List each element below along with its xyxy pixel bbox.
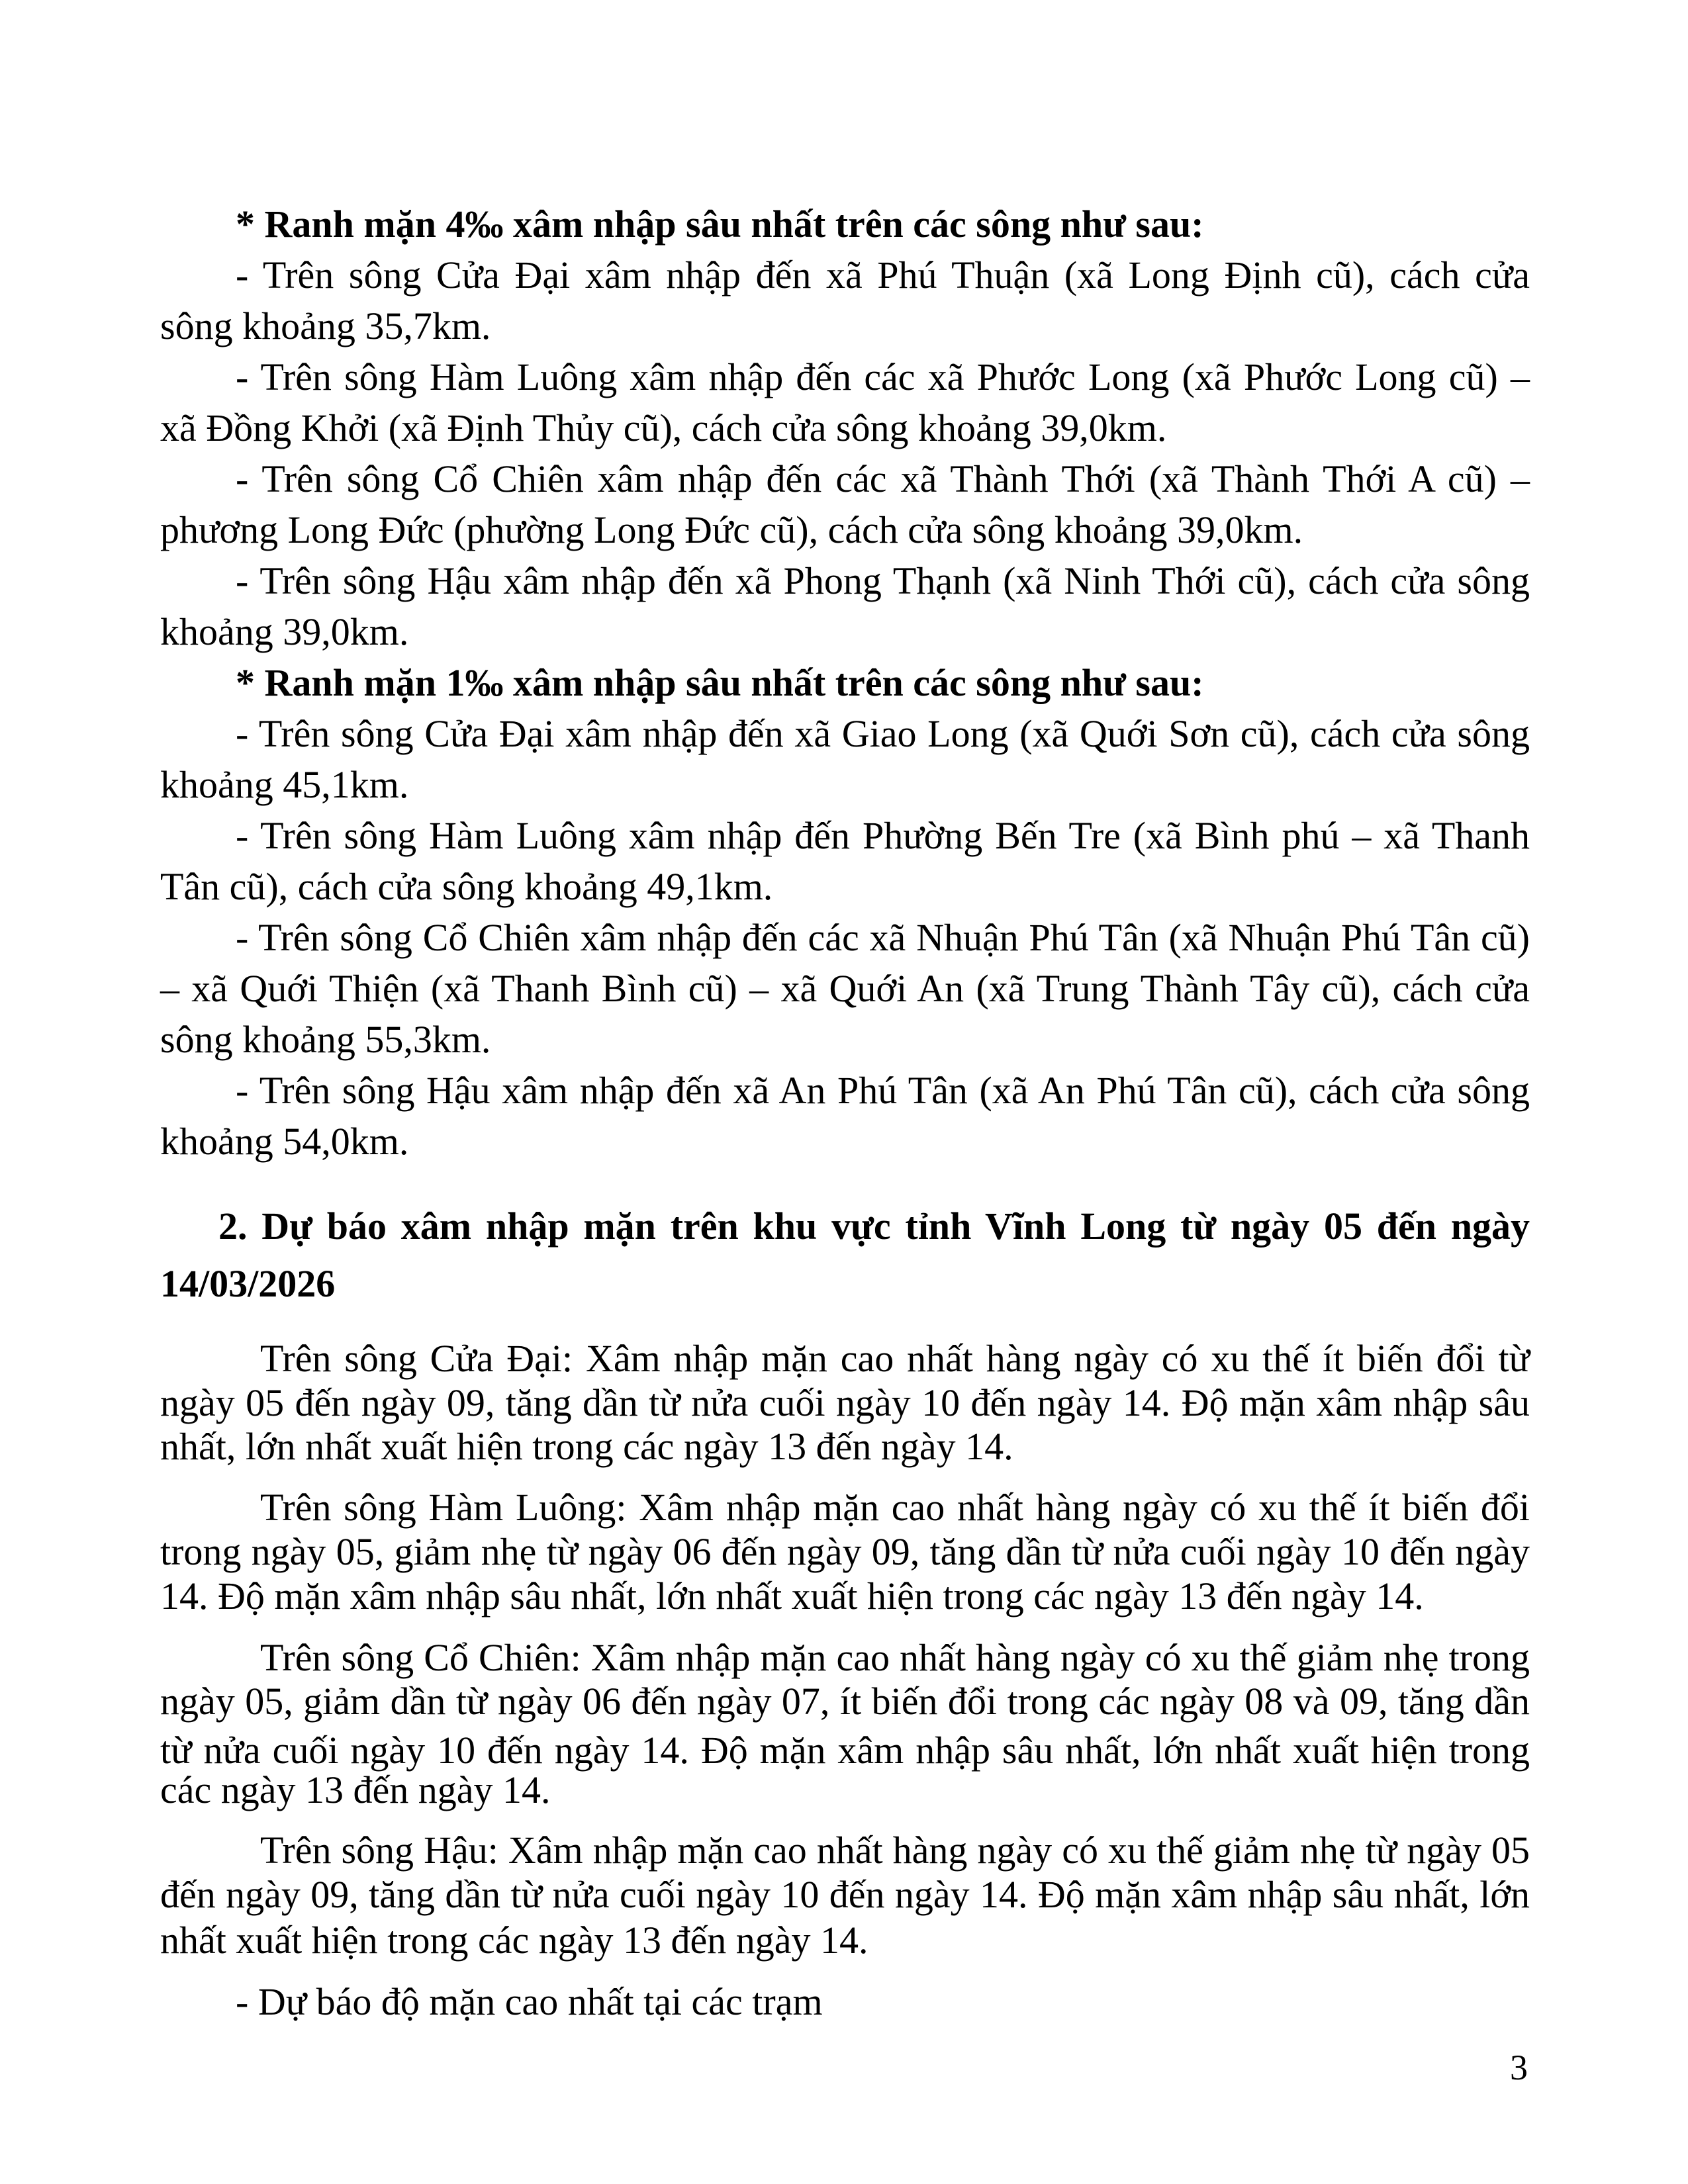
salinity-4-item-hau-line-2: khoảng 39,0km. <box>160 610 409 653</box>
forecast-co-chien-line-3: từ nửa cuối ngày 10 đến ngày 14. Độ mặn xâm nhập sâu nhất, lớn nhất xuất hiện trong <box>160 1729 1530 1772</box>
forecast-ham-luong-line-1: Trên sông Hàm Luông: Xâm nhập mặn cao nhất hàng ngày có xu thế ít biến đổi <box>260 1486 1530 1529</box>
forecast-co-chien-line-1: Trên sông Cổ Chiên: Xâm nhập mặn cao nhất hàng ngày có xu thế giảm nhẹ trong <box>260 1636 1530 1679</box>
salinity-1-item-ham-luong-line-1: - Trên sông Hàm Luông xâm nhập đến Phường Bến Tre (xã Bình phú – xã Thanh <box>236 814 1530 857</box>
forecast-cua-dai-line-3: nhất, lớn nhất xuất hiện trong các ngày 13 đến ngày 14. <box>160 1425 1013 1468</box>
forecast-ham-luong-line-2: trong ngày 05, giảm nhẹ từ ngày 06 đến ngày 09, tăng dần từ nửa cuối ngày 10 đến ngày <box>160 1530 1530 1573</box>
page-number: 3 <box>1510 2048 1528 2087</box>
forecast-cua-dai-line-1: Trên sông Cửa Đại: Xâm nhập mặn cao nhất hàng ngày có xu thế ít biến đổi từ <box>260 1337 1530 1380</box>
salinity-1-item-co-chien-line-1: - Trên sông Cổ Chiên xâm nhập đến các xã Nhuận Phú Tân (xã Nhuận Phú Tân cũ) <box>236 916 1530 959</box>
salinity-1-item-cua-dai-line-1: - Trên sông Cửa Đại xâm nhập đến xã Giao Long (xã Quới Sơn cũ), cách cửa sông <box>236 712 1530 755</box>
section-2-heading-line-2: 14/03/2026 <box>160 1262 336 1305</box>
forecast-hau-line-1: Trên sông Hậu: Xâm nhập mặn cao nhất hàng ngày có xu thế giảm nhẹ từ ngày 05 <box>260 1829 1530 1872</box>
forecast-co-chien-line-4: các ngày 13 đến ngày 14. <box>160 1768 551 1811</box>
salinity-4-item-cua-dai-line-1: - Trên sông Cửa Đại xâm nhập đến xã Phú Thuận (xã Long Định cũ), cách cửa <box>236 253 1530 296</box>
forecast-co-chien-line-2: ngày 05, giảm dần từ ngày 06 đến ngày 07, ít biến đổi trong các ngày 08 và 09, tăng dần <box>160 1680 1530 1723</box>
salinity-4-item-ham-luong-line-1: - Trên sông Hàm Luông xâm nhập đến các xã Phước Long (xã Phước Long cũ) – <box>236 355 1530 398</box>
forecast-ham-luong-line-3: 14. Độ mặn xâm nhập sâu nhất, lớn nhất xuất hiện trong các ngày 13 đến ngày 14. <box>160 1574 1424 1617</box>
salinity-1-item-co-chien-line-3: sông khoảng 55,3km. <box>160 1018 491 1061</box>
salinity-4-item-cua-dai-line-2: sông khoảng 35,7km. <box>160 304 491 347</box>
section-2-heading-line-1: 2. Dự báo xâm nhập mặn trên khu vực tỉnh Vĩnh Long từ ngày 05 đến ngày <box>218 1205 1530 1248</box>
station-forecast-item: - Dự báo độ mặn cao nhất tại các trạm <box>236 1980 823 2023</box>
salinity-4-heading: * Ranh mặn 4‰ xâm nhập sâu nhất trên các sông như sau: <box>236 203 1204 246</box>
salinity-4-item-hau-line-1: - Trên sông Hậu xâm nhập đến xã Phong Thạnh (xã Ninh Thới cũ), cách cửa sông <box>236 559 1530 602</box>
salinity-1-item-ham-luong-line-2: Tân cũ), cách cửa sông khoảng 49,1km. <box>160 865 773 908</box>
salinity-4-item-co-chien-line-2: phương Long Đức (phường Long Đức cũ), cách cửa sông khoảng 39,0km. <box>160 508 1303 551</box>
forecast-hau-line-3: nhất xuất hiện trong các ngày 13 đến ngày 14. <box>160 1919 868 1962</box>
salinity-1-item-co-chien-line-2: – xã Quới Thiện (xã Thanh Bình cũ) – xã Quới An (xã Trung Thành Tây cũ), cách cửa <box>160 967 1530 1010</box>
salinity-1-item-cua-dai-line-2: khoảng 45,1km. <box>160 763 409 806</box>
salinity-1-heading: * Ranh mặn 1‰ xâm nhập sâu nhất trên các sông như sau: <box>236 661 1204 704</box>
salinity-1-item-hau-line-2: khoảng 54,0km. <box>160 1120 409 1163</box>
forecast-cua-dai-line-2: ngày 05 đến ngày 09, tăng dần từ nửa cuối ngày 10 đến ngày 14. Độ mặn xâm nhập sâu <box>160 1381 1530 1424</box>
forecast-hau-line-2: đến ngày 09, tăng dần từ nửa cuối ngày 10 đến ngày 14. Độ mặn xâm nhập sâu nhất, lớn <box>160 1873 1530 1916</box>
salinity-4-item-co-chien-line-1: - Trên sông Cổ Chiên xâm nhập đến các xã Thành Thới (xã Thành Thới A cũ) – <box>236 457 1530 500</box>
salinity-1-item-hau-line-1: - Trên sông Hậu xâm nhập đến xã An Phú Tân (xã An Phú Tân cũ), cách cửa sông <box>236 1069 1530 1112</box>
salinity-4-item-ham-luong-line-2: xã Đồng Khởi (xã Định Thủy cũ), cách cửa sông khoảng 39,0km. <box>160 406 1167 449</box>
